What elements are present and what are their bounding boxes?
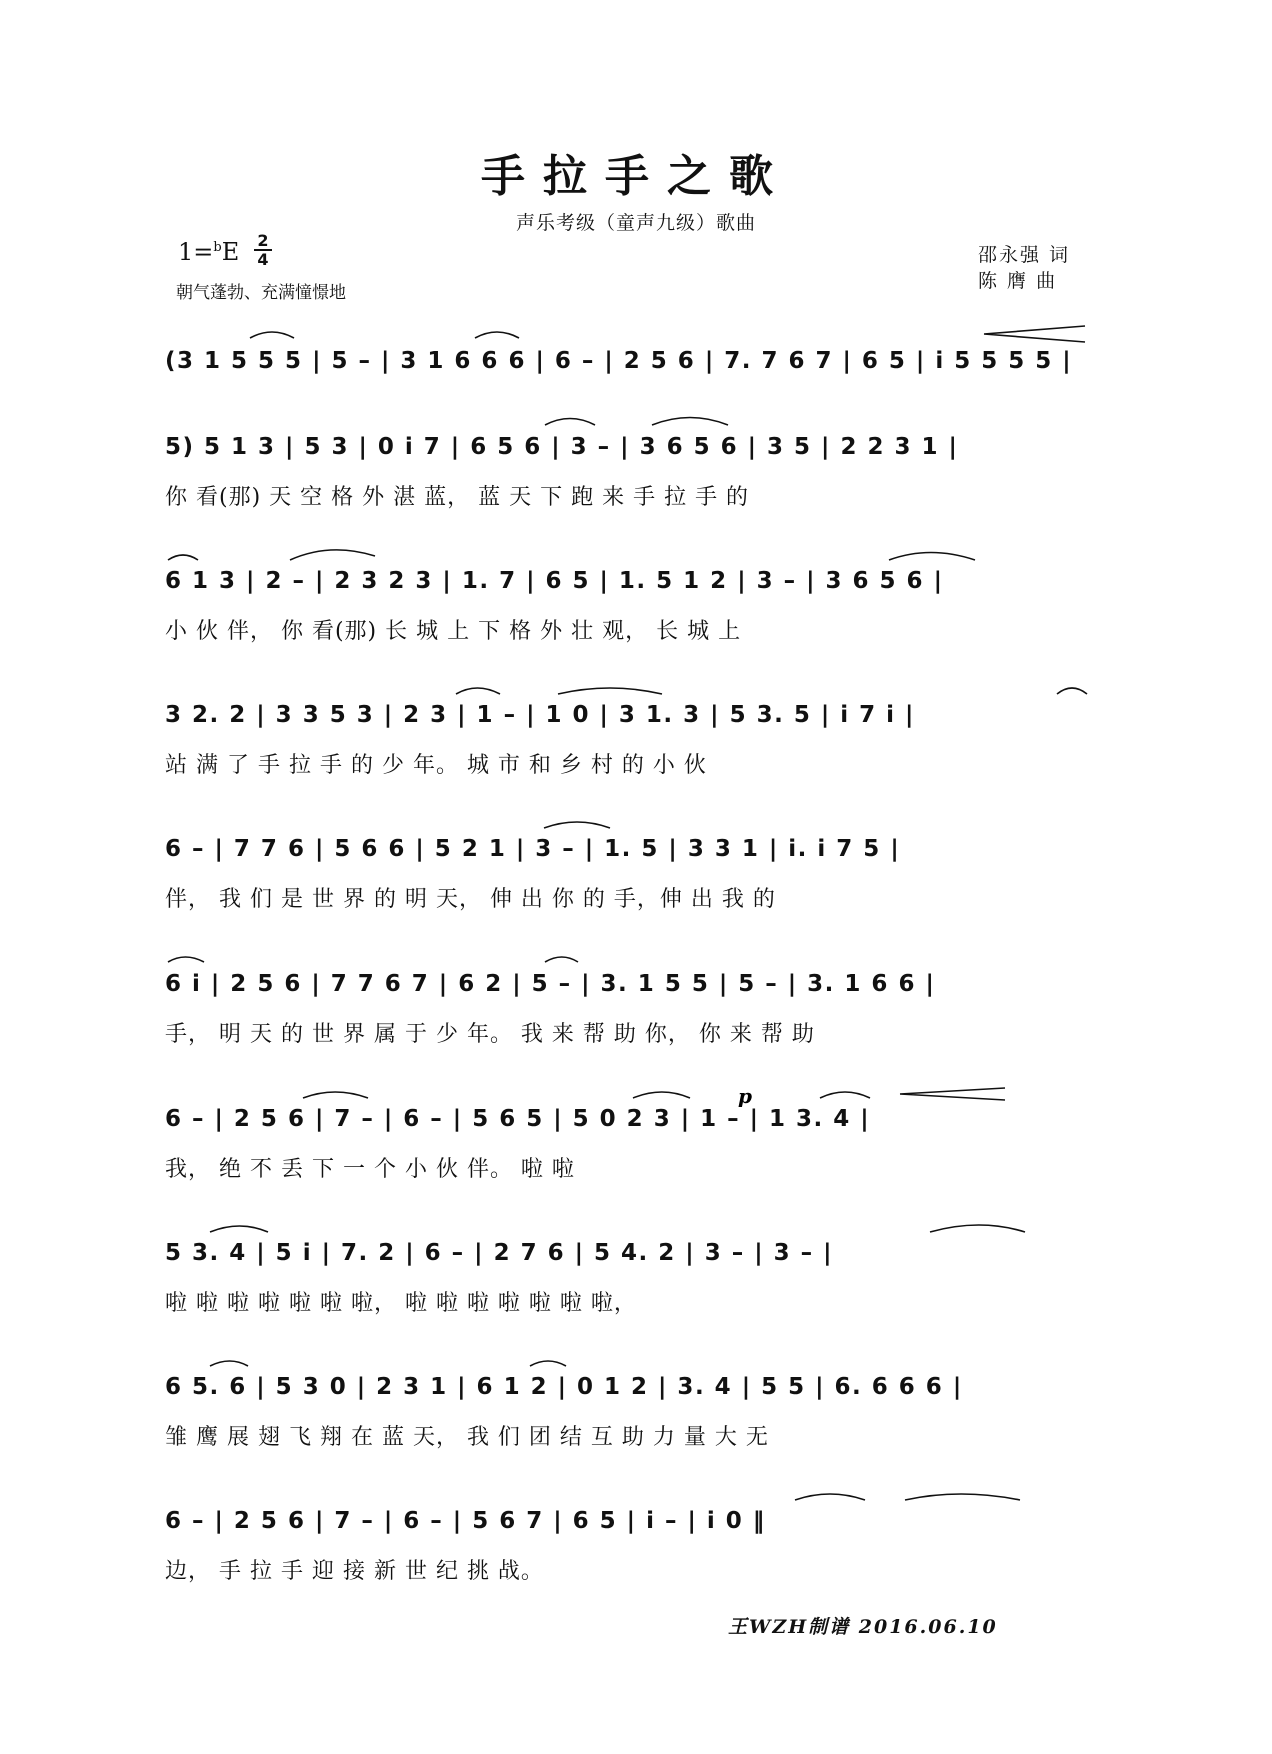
slur [889,553,975,561]
tempo-marking: 朝气蓬勃、充满憧憬地 [176,283,346,303]
lyrics-row: 你 看(那) 天 空 格 外 湛 蓝， 蓝 天 下 跑 来 手 拉 手 的 [165,485,750,510]
slur [1057,688,1087,694]
slur [290,550,375,560]
notation-row: 6 i | 2 5 6 | 7 7 6 7 | 6 2 | 5 – | 3. 1 5 5 | 5 – | 3. 1 6 6 | [165,971,936,997]
slur [795,1494,865,1500]
slur [558,688,662,694]
notation-row: 5) 5 1 3 | 5 3 | 0 i 7 | 6 5 6 | 3 – | 3 6 5 6 | 3 5 | 2 2 3 1 | [165,434,959,460]
key-note: E [221,238,240,266]
notation-row: 5 3. 4 | 5 i | 7. 2 | 6 – | 2 7 6 | 5 4. 2 | 3 – | 3 – | [165,1240,834,1266]
lyricist-credit: 邵永强 词 [978,244,1071,266]
slur [210,1361,248,1366]
notation-row: 6 5. 6 | 5 3 0 | 2 3 1 | 6 1 2 | 0 1 2 | 3. 4 | 5 5 | 6. 6 6 6 | [165,1374,963,1400]
key-prefix: 1= [178,238,214,266]
notation-row: (3 1 5 5 5 | 5 – | 3 1 6 6 6 | 6 – | 2 5 6 | 7. 7 6 7 | 6 5 | i 5 5 5 5 | [165,348,1073,374]
slur [210,1226,268,1232]
lyrics-row: 我， 绝 不 丢 下 一 个 小 伙 伴。 啦 啦 [165,1157,575,1182]
notation-row: 6 – | 2 5 6 | 7 – | 6 – | 5 6 7 | 6 5 | i – | i 0 ‖ [165,1508,766,1534]
lyrics-row: 伴， 我 们 是 世 界 的 明 天， 伸 出 你 的 手，伸 出 我 的 [165,887,776,912]
lyrics-row: 边， 手 拉 手 迎 接 新 世 纪 挑 战。 [165,1559,544,1584]
slur [456,688,500,694]
slur [168,555,198,560]
composer-credit: 陈 膺 曲 [978,270,1058,292]
lyrics-row: 手， 明 天 的 世 界 属 于 少 年。 我 来 帮 助 你， 你 来 帮 助 [165,1022,815,1047]
slur [652,418,728,426]
crescendo-hairpin [984,326,1085,342]
slur [820,1092,870,1098]
slur [303,1092,368,1098]
time-signature-bottom: 4 [254,249,272,268]
slur [545,957,578,962]
slur [633,1092,690,1098]
crescendo-hairpin [900,1088,1005,1100]
notation-row: 6 1 3 | 2 – | 2 3 2 3 | 1. 7 | 6 5 | 1. 5 1 2 | 3 – | 3 6 5 6 | [165,568,944,594]
lyrics-row: 雏 鹰 展 翅 飞 翔 在 蓝 天， 我 们 团 结 互 助 力 量 大 无 [165,1425,769,1450]
notation-row: 6 – | 2 5 6 | 7 – | 6 – | 5 6 5 | 5 0 2 3 | 1 – | 1 3. 4 | [165,1106,871,1132]
footer-credit: 王WZH制谱 2016.06.10 [728,1616,998,1638]
slur [475,332,519,338]
lyrics-row: 啦 啦 啦 啦 啦 啦 啦， 啦 啦 啦 啦 啦 啦 啦， [165,1291,637,1316]
slur [545,419,595,426]
slur [544,822,610,828]
lyrics-row: 站 满 了 手 拉 手 的 少 年。 城 市 和 乡 村 的 小 伙 [165,753,707,778]
song-title: 手拉手之歌 [481,151,791,202]
slur [168,957,204,962]
dynamic-piano: p [738,1084,752,1108]
slur [905,1494,1020,1500]
lyrics-row: 小 伙 伴， 你 看(那) 长 城 上 下 格 外 壮 观， 长 城 上 [165,619,742,644]
slur [930,1225,1025,1232]
flat-sign: b [213,240,222,255]
slur [250,332,294,338]
notation-row: 6 – | 7 7 6 | 5 6 6 | 5 2 1 | 3 – | 1. 5 | 3 3 1 | i. i 7 5 | [165,836,901,862]
time-signature-top: 2 [257,231,269,250]
song-subtitle: 声乐考级（童声九级）歌曲 [515,212,756,234]
slur [530,1361,566,1366]
notation-row: 3 2. 2 | 3 3 5 3 | 2 3 | 1 – | 1 0 | 3 1. 3 | 5 3. 5 | i 7 i | [165,702,915,728]
